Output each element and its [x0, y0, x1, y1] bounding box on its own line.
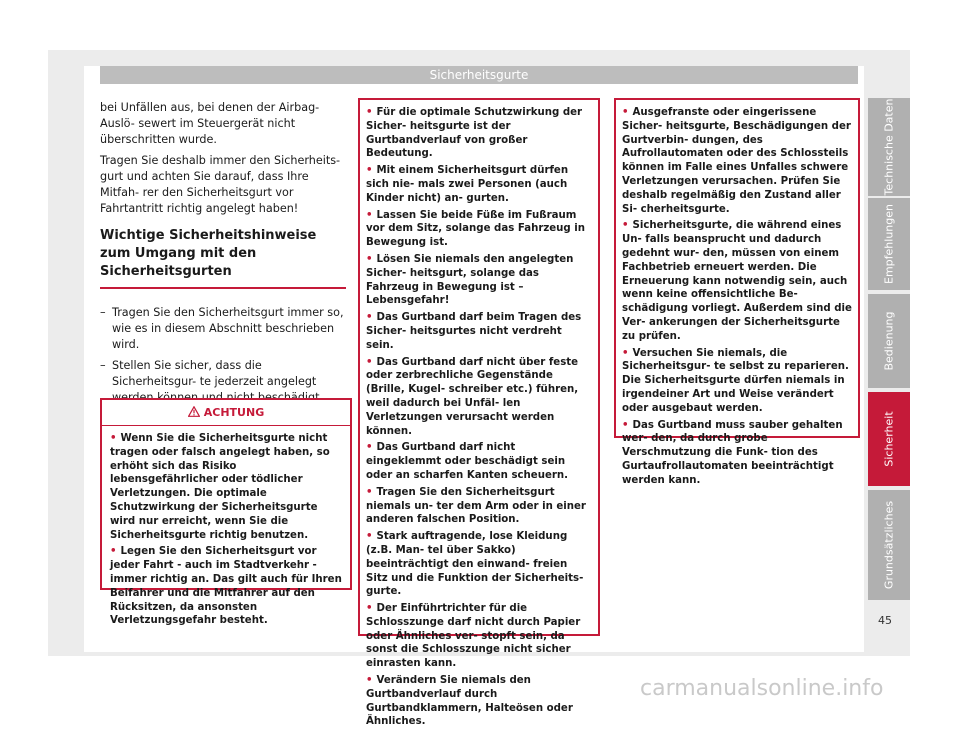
watermark: carmanualsonline.info — [640, 676, 884, 701]
bullet-icon: • — [366, 603, 373, 615]
middle-item-text: Das Gurtband darf nicht eingeklemmt oder beschädigt sein oder an scharfen Kanten scheuern. — [366, 442, 569, 481]
middle-item-text: Das Gurtband darf beim Tragen des Sicher- heitsgurtes nicht verdreht sein. — [366, 312, 582, 351]
middle-item-text: Tragen Sie den Sicherheitsgurt niemals un- ter dem Arm oder in einer anderen falschen Position. — [366, 486, 586, 526]
bullet-icon: • — [622, 107, 629, 118]
middle-item — [366, 209, 592, 250]
bullet-icon: • — [366, 312, 373, 324]
middle-item — [366, 106, 592, 161]
middle-item-text: Lösen Sie niemals den angelegten Sicher- heitsgurt, solange das Fahrzeug in Bewegung ist – Lebensgefahr! — [366, 253, 574, 307]
bullet-icon: • — [622, 220, 629, 232]
dash-item — [100, 305, 346, 353]
tab-bedienung[interactable]: Bedienung — [868, 294, 910, 388]
tab-sicherheit[interactable]: Sicherheit — [868, 392, 910, 486]
right-item — [622, 347, 852, 416]
right-item-text: Sicherheitsgurte, die während eines Un- falls beansprucht und dadurch gedehnt wur- den, müssen von einem Fachbetrieb erneuert werden. Die Erneuerung kann notwendig sein, auch wenn keine offensichtliche Be- schädigung vorliegt. Außerdem sind die Ver- ankerungen der Sicherheitsgurte zu prüfen. — [622, 220, 852, 342]
middle-item — [366, 602, 592, 671]
page-header: Sicherheitsgurte — [100, 66, 858, 84]
bullet-icon: • — [110, 546, 117, 558]
tab-empfehlungen[interactable]: Empfehlungen — [868, 198, 910, 290]
achtung-item — [110, 545, 342, 628]
bullet-icon: • — [366, 675, 373, 687]
bullet-icon: • — [366, 531, 373, 543]
achtung-item-text: Wenn Sie die Sicherheitsgurte nicht tragen oder falsch angelegt haben, so erhöht sich das Risiko lebensgefährlicher oder tödlicher Verletzungen. Die optimale Schutzwirkung der Sicherheitsgurte wird nur erreicht, wenn Sie die Sicherheitsgurte richtig benutzen. — [110, 433, 330, 541]
middle-item-text: Das Gurtband darf nicht über feste oder zerbrechliche Gegenstände (Brille, Kugel- schreiber etc.) führen, weil dadurch bei Unfäl- len Verletzungen verursacht werden können. — [366, 356, 579, 437]
middle-item-text: Lassen Sie beide Füße im Fußraum vor dem Sitz, solange das Fahrzeug in Bewegung ist. — [366, 209, 586, 249]
achtung-title — [110, 406, 342, 419]
intro-paragraph-2: Tragen Sie deshalb immer den Sicherheits- gurt und achten Sie darauf, dass Ihre Mitfah- rer den Sicherheitsgurt vor Fahrtantritt richtig angelegt haben! — [100, 154, 341, 215]
middle-item — [366, 486, 592, 527]
tab-grundsaetzliches[interactable]: Grundsätzliches — [868, 490, 910, 600]
dash-icon: – — [100, 359, 106, 372]
tab-technische-daten[interactable]: Technische Daten — [868, 98, 910, 196]
section-heading: Wichtige Sicherheitshinweise zum Umgang mit den Sicherheitsgurten — [100, 227, 346, 289]
middle-item — [366, 253, 592, 308]
bullet-icon: • — [366, 486, 373, 498]
right-item — [622, 106, 852, 216]
achtung-label: ACHTUNG — [203, 406, 265, 419]
right-item — [622, 419, 852, 488]
middle-item-text: Für die optimale Schutzwirkung der Sicher- heitsgurte ist der Gurtbandverlauf von großer Bedeutung. — [366, 107, 583, 160]
warning-box-right — [614, 98, 860, 486]
warning-icon — [188, 406, 200, 417]
middle-item — [366, 311, 592, 352]
page-number: 45 — [878, 614, 892, 627]
right-item-text: Ausgefranste oder eingerissene Sicher- heitsgurte, Beschädigungen der Gurtverbin- dungen, des Aufrollautomaten oder des Schlossteils können im Falle eines Unfalles schwere Verletzungen verursachen. Prüfen Sie deshalb regelmäßig den Zustand aller Si- cherheitsgurte. — [622, 107, 851, 215]
middle-item-text: Mit einem Sicherheitsgurt dürfen sich nie- mals zwei Personen (auch Kinder nicht) an- gurten. — [366, 165, 569, 204]
dash-icon: – — [100, 306, 106, 319]
middle-list — [366, 106, 592, 729]
bullet-icon: • — [366, 165, 373, 177]
right-item-text: Das Gurtband muss sauber gehalten wer- den, da durch grobe Verschmutzung die Funk- tion des Gurtaufrollautomaten beeinträchtigt werden kann. — [622, 419, 843, 486]
bullet-icon: • — [366, 107, 373, 118]
middle-item-text: Der Einführtrichter für die Schlosszunge darf nicht durch Papier oder Ähnliches ver- stopft sein, da sonst die Schlosszunge nicht sicher einrasten kann. — [366, 603, 581, 670]
middle-item — [366, 674, 592, 729]
intro-paragraph-1: bei Unfällen aus, bei denen der Airbag-Auslö- sewert im Steuergerät nicht überschritten wurde. — [100, 101, 320, 146]
achtung-box — [100, 398, 352, 627]
warning-box-middle — [358, 98, 600, 728]
achtung-list — [110, 432, 342, 628]
bullet-icon: • — [366, 442, 373, 454]
middle-item-text: Stark auftragende, lose Kleidung (z.B. Man- tel über Sakko) beeinträchtigt den einwand- freien Sitz und die Funktion der Sicherheits- gurte. — [366, 531, 584, 598]
bullet-icon: • — [110, 433, 117, 444]
bullet-icon: • — [366, 356, 373, 368]
dash-item-text: Stellen Sie sicher, dass die Sicherheitsgur- te jederzeit angelegt — [112, 359, 317, 388]
left-column — [100, 100, 346, 427]
middle-item — [366, 530, 592, 599]
middle-item-text: Verändern Sie niemals den Gurtbandverlauf durch Gurtbandklammern, Halteösen oder Ähnliches. — [366, 675, 573, 728]
achtung-item — [110, 432, 342, 542]
achtung-divider — [102, 425, 350, 426]
right-item — [622, 219, 852, 343]
right-item-text: Versuchen Sie niemals, die Sicherheitsgur- te selbst zu reparieren. Die Sicherheitsgurte dürfen niemals in irgendeiner Art und Weise verändert oder ausgebaut werden. — [622, 347, 849, 414]
middle-item — [366, 441, 592, 482]
bullet-icon: • — [622, 347, 629, 359]
right-list — [622, 106, 852, 488]
bullet-icon: • — [366, 253, 373, 265]
bullet-icon: • — [366, 209, 373, 221]
dash-item-text: Tragen Sie den Sicherheitsgurt immer so, wie es in diesem Abschnitt beschrieben wird. — [112, 306, 344, 351]
middle-item — [366, 356, 592, 439]
achtung-item-text: Legen Sie den Sicherheitsgurt vor jeder Fahrt - auch im Stadtverkehr - immer richtig an. Das gilt auch für Ihren Beifahrer und die Mitfahrer auf den Rücksitzen, da ansonsten Verletzungsgefahr besteht. — [110, 546, 342, 627]
bullet-icon: • — [622, 419, 629, 431]
middle-item — [366, 164, 592, 205]
